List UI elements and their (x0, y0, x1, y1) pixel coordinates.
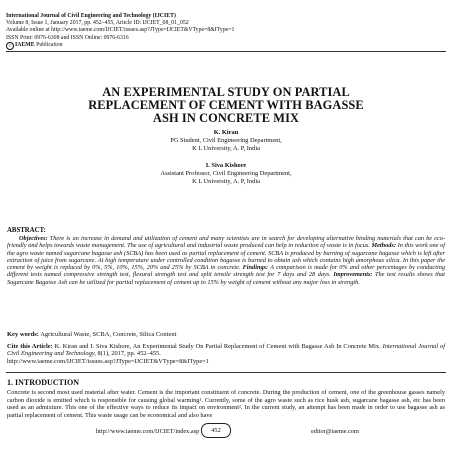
objectives-label: Objectives: (19, 235, 48, 242)
title-line-2: REPLACEMENT OF CEMENT WITH BAGASSE (88, 98, 364, 113)
author-name: K. Kiran (213, 129, 239, 136)
journal-header (6, 13, 446, 50)
author-block-1 (0, 129, 452, 152)
volume-line: Volume 8, Issue 1, January 2017, pp. 452–455, Article ID: IJCIET_08_01_052 (6, 20, 189, 27)
improvements-label: Improvements: (330, 271, 373, 279)
abstract-text (7, 235, 445, 286)
abstract-heading: ABSTRACT: (7, 227, 46, 234)
intro-text: Concrete is second most used material after water. Cement is the important constituent of concrete. During the production of cement, one of the greenhouse gasses namely carbon dioxide is emitted which is responsible for causing global warming¹. Currently, some of the agro waste such as rice husk ash, sugarcane bagasse ash, etc has been used as an admixture. This one of the effective ways to reduce its impact on environment². In the current study, an attempt has been made in order to use bagasse ash as partial replacement of cement. This waste usage can be economical and also have (7, 389, 445, 419)
title-line-3: ASH IN CONCRETE MIX (152, 111, 300, 126)
methods-label: Methods: (369, 242, 396, 250)
iaeme-logo-icon: © (6, 42, 14, 50)
header-rule (6, 51, 446, 52)
footer-email[interactable]: editor@iaeme.com (311, 428, 359, 435)
keywords-label: Key words: (7, 331, 39, 338)
findings-label: Findings: (240, 264, 269, 271)
online-line: Available online at http://www.iaeme.com/IJCIET/issues.asp?JType=IJCIET&VType=8&IType=1 (6, 27, 235, 34)
findings-text: A comparison is made for 0% and other percentages by conducting different tests named compressive strength test, flexural strength test and split tensile strength test for 7 days and 28 days. (7, 264, 445, 279)
journal-name: International Journal of Civil Engineering and Technology (IJCIET) (6, 13, 176, 19)
objectives-text: There is an increase in demand and utilization of cement and many scientists are in search for developing alternative binding materials that can be eco-friendly and helps towards waste management. The use of agricultural and industrial waste produced can help in reduction of waste is in focus. (7, 235, 445, 250)
section-heading: 1. INTRODUCTION (7, 378, 80, 387)
author-affiliation: K L University, A. P, India (192, 177, 260, 185)
footer-url[interactable]: http://www.iaeme.com/IJCIET/index.asp (96, 428, 200, 435)
section-rule (6, 372, 446, 373)
author-block-2 (0, 162, 452, 185)
citation-details: 8(1), 2017, pp. 452–455. (95, 350, 161, 358)
issn-line: ISSN Print: 0976-6308 and ISSN Online: 0976-6316 (6, 34, 129, 41)
author-role: Assistant Professor, Civil Engineering Department, (160, 169, 292, 177)
paper-title (0, 86, 452, 126)
publisher-suffix: Publication (34, 41, 63, 48)
keywords (7, 331, 445, 338)
author-affiliation: K L University, A. P, India (192, 144, 260, 152)
citation-journal: International Journal of Civil Engineering and Technology, (7, 343, 445, 358)
title-line-1: AN EXPERIMENTAL STUDY ON PARTIAL (102, 85, 350, 99)
author-role: PG Student, Civil Engineering Department, (170, 136, 282, 144)
author-name: I. Siva Kishore (205, 162, 247, 169)
citation (7, 343, 445, 365)
methods-text: In this work one of the agro waste named sugarcane bagasse ash (SCBA) has been used as partial replacement of cement. SCBA is produced by burning of sugarcane bagasse which is left after extraction of juice from sugarcane. At high temperature under controlled condition bagasse is burned to obtain ash which contains high amorphous silica. In this paper the cement by weight is replaced by 0%, 5%, 10%, 15%, 20% and 25% by SCBA in concrete. (7, 242, 445, 271)
publisher-line (6, 42, 446, 50)
publisher-name: IAEME (15, 41, 35, 48)
citation-label: Cite this Article: (7, 343, 53, 350)
improvements-text: The test results shows that Sugarcane Bagasse Ash can be utilized for partial replacement of cement up to 15% by weight of cement without any major loss in strength. (7, 271, 445, 286)
citation-text: K. Kiran and I. Siva Kishore, An Experimental Study On Partial Replacement of Cement with Bagasse Ash In Concrete Mix. (52, 343, 381, 350)
page-number: 452 (201, 423, 231, 438)
citation-url[interactable]: http://www.iaeme.com/IJCIET/issues.asp?JType=IJCIET&VType=8&IType=1 (7, 357, 209, 365)
keywords-text: Agricultural Waste, SCBA, Concrete, Silica Content (38, 331, 177, 338)
